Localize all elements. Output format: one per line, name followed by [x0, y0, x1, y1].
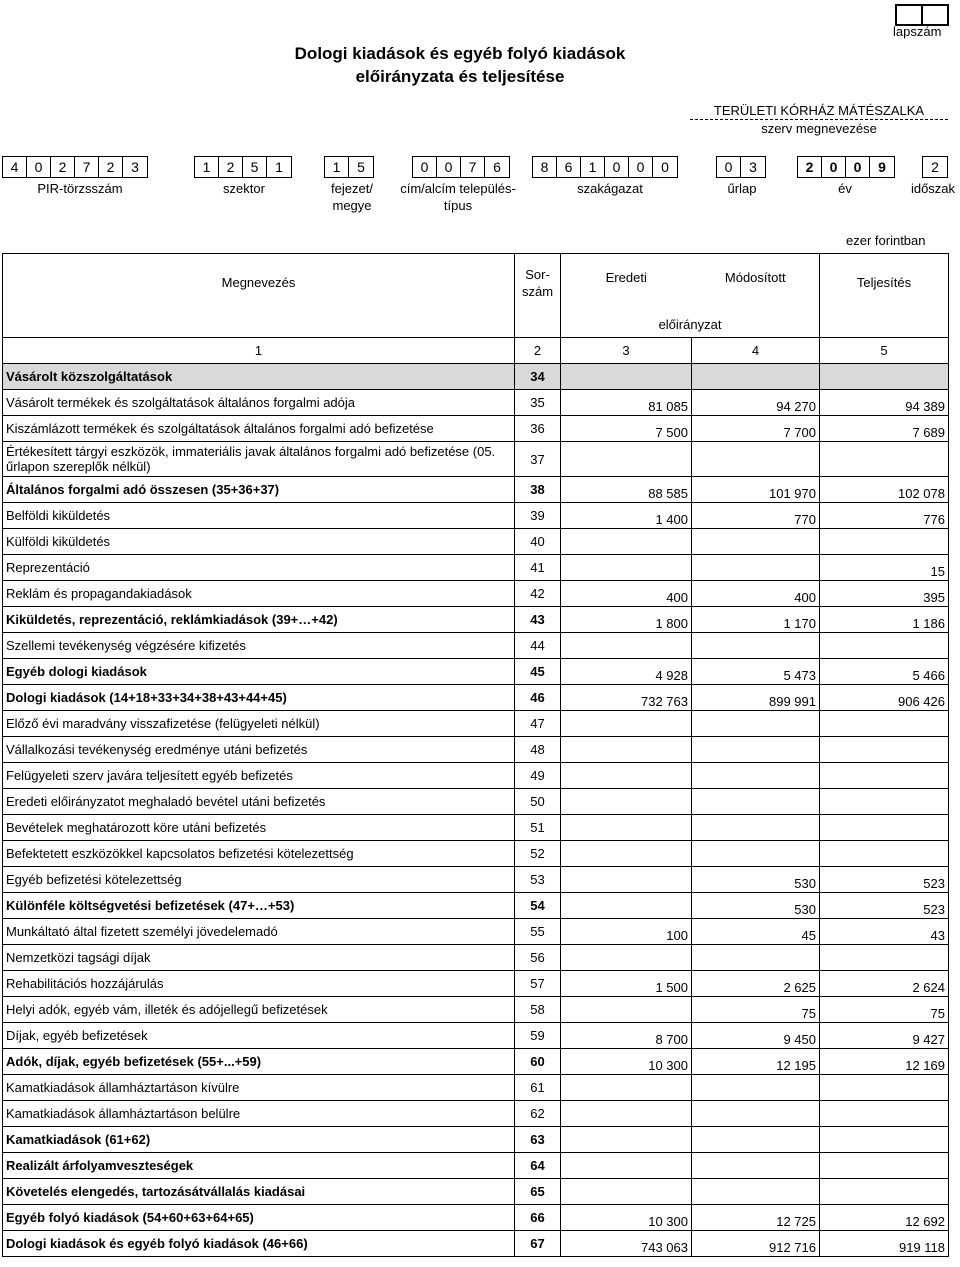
row-number: 41 — [515, 555, 561, 581]
code-label-cim: cím/alcím település-típus — [400, 181, 516, 213]
header-col-1: 1 — [3, 338, 515, 364]
data-table — [2, 253, 949, 1257]
value-eredeti: 8 700 — [561, 1023, 692, 1049]
value-teljesites: 7 689 — [820, 416, 949, 442]
unit-label: ezer forintban — [846, 233, 926, 248]
value-modositott: 5 473 — [692, 659, 820, 685]
value-modositott — [692, 1153, 820, 1179]
code-digit: 0 — [629, 157, 653, 177]
value-modositott — [692, 737, 820, 763]
value-teljesites — [820, 945, 949, 971]
code-label-fejezet: fejezet/ megye — [331, 181, 373, 213]
row-name: Reklám és propagandakiadások — [3, 581, 515, 607]
code-group-cim — [412, 156, 510, 178]
value-teljesites — [820, 442, 949, 477]
value-eredeti: 400 — [561, 581, 692, 607]
row-number: 66 — [515, 1205, 561, 1231]
code-digit: 4 — [3, 157, 27, 177]
value-teljesites: 75 — [820, 997, 949, 1023]
table-row — [3, 477, 949, 503]
code-digit: 6 — [493, 159, 501, 175]
page-title — [200, 42, 720, 88]
code-digit: 9 — [878, 159, 886, 175]
value-modositott — [692, 633, 820, 659]
code-digit: 7 — [75, 157, 99, 177]
row-name: Kamatkiadások (61+62) — [3, 1127, 515, 1153]
code-group-szektor — [194, 156, 292, 178]
value-teljesites — [820, 1153, 949, 1179]
row-name: Nemzetközi tagsági díjak — [3, 945, 515, 971]
value-modositott: 75 — [692, 997, 820, 1023]
table-row — [3, 867, 949, 893]
row-name: Előző évi maradvány visszafizetése (felügyeleti nélkül) — [3, 711, 515, 737]
value-eredeti — [561, 442, 692, 477]
row-name: Kamatkiadások államháztartáson kívülre — [3, 1075, 515, 1101]
code-label-idoszak: időszak — [910, 181, 956, 196]
code-group-szakagazat — [532, 156, 678, 178]
row-number: 63 — [515, 1127, 561, 1153]
code-digit: 2 — [51, 157, 75, 177]
value-modositott: 912 716 — [692, 1231, 820, 1257]
code-digit: 1 — [325, 157, 349, 177]
value-modositott: 530 — [692, 867, 820, 893]
header-eredeti: Eredeti — [561, 254, 692, 312]
row-name: Vásárolt közszolgáltatások — [3, 364, 515, 390]
value-eredeti — [561, 633, 692, 659]
value-teljesites — [820, 737, 949, 763]
code-digit: 0 — [822, 157, 846, 177]
row-number: 38 — [515, 477, 561, 503]
value-modositott: 94 270 — [692, 390, 820, 416]
value-modositott: 45 — [692, 919, 820, 945]
code-label-urlap: űrlap — [727, 181, 757, 196]
code-group-idoszak — [922, 156, 948, 178]
row-number: 52 — [515, 841, 561, 867]
table-row — [3, 997, 949, 1023]
value-eredeti: 732 763 — [561, 685, 692, 711]
row-name: Egyéb dologi kiadások — [3, 659, 515, 685]
header-col-4: 4 — [692, 338, 820, 364]
table-row — [3, 685, 949, 711]
value-eredeti: 1 800 — [561, 607, 692, 633]
row-name: Különféle költségvetési befizetések (47+…+53) — [3, 893, 515, 919]
value-eredeti — [561, 763, 692, 789]
value-eredeti — [561, 1127, 692, 1153]
table-row — [3, 763, 949, 789]
row-name: Dologi kiadások és egyéb folyó kiadások (46+66) — [3, 1231, 515, 1257]
value-eredeti — [561, 841, 692, 867]
code-group-urlap — [716, 156, 766, 178]
value-eredeti — [561, 364, 692, 390]
code-digit: 0 — [661, 159, 669, 175]
row-number: 60 — [515, 1049, 561, 1075]
value-modositott: 400 — [692, 581, 820, 607]
value-teljesites — [820, 633, 949, 659]
value-teljesites: 9 427 — [820, 1023, 949, 1049]
value-eredeti: 100 — [561, 919, 692, 945]
value-teljesites — [820, 529, 949, 555]
value-teljesites: 12 692 — [820, 1205, 949, 1231]
header-col-3: 3 — [561, 338, 692, 364]
value-eredeti: 7 500 — [561, 416, 692, 442]
value-teljesites — [820, 763, 949, 789]
header-col-5: 5 — [820, 338, 949, 364]
table-row — [3, 1205, 949, 1231]
value-eredeti — [561, 555, 692, 581]
value-modositott — [692, 1101, 820, 1127]
header-modositott: Módosított — [692, 254, 820, 312]
row-name: Eredeti előirányzatot meghaladó bevétel utáni befizetés — [3, 789, 515, 815]
code-label-szektor: szektor — [223, 181, 265, 196]
value-teljesites: 395 — [820, 581, 949, 607]
row-number: 61 — [515, 1075, 561, 1101]
value-modositott — [692, 789, 820, 815]
value-eredeti — [561, 1179, 692, 1205]
value-modositott — [692, 763, 820, 789]
value-teljesites — [820, 364, 949, 390]
row-name: Helyi adók, egyéb vám, illeték és adójellegű befizetések — [3, 997, 515, 1023]
table-row — [3, 659, 949, 685]
code-group-ev — [797, 156, 895, 178]
row-number: 64 — [515, 1153, 561, 1179]
row-number: 37 — [515, 442, 561, 477]
value-modositott — [692, 1075, 820, 1101]
value-teljesites — [820, 789, 949, 815]
code-digit: 3 — [131, 159, 139, 175]
code-digit: 1 — [581, 157, 605, 177]
value-teljesites — [820, 841, 949, 867]
row-name: Vállalkozási tevékenység eredménye utáni befizetés — [3, 737, 515, 763]
row-number: 44 — [515, 633, 561, 659]
code-digit: 1 — [275, 159, 283, 175]
value-eredeti: 88 585 — [561, 477, 692, 503]
row-name: Kamatkiadások államháztartáson belülre — [3, 1101, 515, 1127]
row-number: 51 — [515, 815, 561, 841]
row-name: Rehabilitációs hozzájárulás — [3, 971, 515, 997]
organization-name: TERÜLETI KÓRHÁZ MÁTÉSZALKA — [690, 103, 948, 120]
code-digit: 3 — [749, 159, 757, 175]
table-row — [3, 1153, 949, 1179]
table-row — [3, 737, 949, 763]
row-number: 57 — [515, 971, 561, 997]
code-digit: 2 — [931, 159, 939, 175]
code-digit: 7 — [461, 157, 485, 177]
row-name: Értékesített tárgyi eszközök, immateriális javak általános forgalmi adó befizetése (05. űrlapon szereplők nélkül) — [3, 442, 515, 477]
value-eredeti: 743 063 — [561, 1231, 692, 1257]
row-name: Belföldi kiküldetés — [3, 503, 515, 529]
value-teljesites — [820, 1127, 949, 1153]
code-digit: 0 — [437, 157, 461, 177]
value-teljesites: 43 — [820, 919, 949, 945]
value-eredeti — [561, 711, 692, 737]
row-number: 45 — [515, 659, 561, 685]
value-modositott — [692, 364, 820, 390]
value-eredeti: 4 928 — [561, 659, 692, 685]
row-number: 56 — [515, 945, 561, 971]
value-modositott: 7 700 — [692, 416, 820, 442]
value-eredeti — [561, 529, 692, 555]
value-teljesites: 919 118 — [820, 1231, 949, 1257]
row-name: Befektetett eszközökkel kapcsolatos befizetési kötelezettség — [3, 841, 515, 867]
value-teljesites — [820, 815, 949, 841]
value-eredeti — [561, 867, 692, 893]
value-teljesites — [820, 1179, 949, 1205]
row-number: 62 — [515, 1101, 561, 1127]
value-modositott: 899 991 — [692, 685, 820, 711]
value-teljesites: 12 169 — [820, 1049, 949, 1075]
value-teljesites — [820, 1075, 949, 1101]
value-modositott: 101 970 — [692, 477, 820, 503]
table-row — [3, 1179, 949, 1205]
code-digit: 2 — [219, 157, 243, 177]
value-eredeti — [561, 893, 692, 919]
value-eredeti — [561, 945, 692, 971]
title-line-2: előirányzata és teljesítése — [355, 67, 565, 86]
value-eredeti: 81 085 — [561, 390, 692, 416]
row-name: Munkáltató által fizetett személyi jövedelemadó — [3, 919, 515, 945]
row-number: 48 — [515, 737, 561, 763]
value-modositott: 1 170 — [692, 607, 820, 633]
value-teljesites — [820, 1101, 949, 1127]
row-number: 49 — [515, 763, 561, 789]
row-number: 50 — [515, 789, 561, 815]
value-modositott — [692, 1127, 820, 1153]
page-number-box — [895, 4, 949, 26]
code-label-pir: PIR-törzsszám — [37, 181, 123, 196]
code-digit: 2 — [798, 157, 822, 177]
row-number: 35 — [515, 390, 561, 416]
value-eredeti — [561, 1075, 692, 1101]
value-modositott: 9 450 — [692, 1023, 820, 1049]
value-modositott — [692, 945, 820, 971]
code-digit: 6 — [557, 157, 581, 177]
table-row — [3, 1231, 949, 1257]
code-digit: 0 — [717, 157, 741, 177]
header-teljesites: Teljesítés — [820, 254, 949, 312]
value-modositott — [692, 815, 820, 841]
row-number: 46 — [515, 685, 561, 711]
code-group-fejezet — [324, 156, 374, 178]
row-number: 47 — [515, 711, 561, 737]
code-strip — [0, 156, 960, 178]
row-number: 53 — [515, 867, 561, 893]
value-teljesites: 523 — [820, 867, 949, 893]
row-name: Általános forgalmi adó összesen (35+36+37) — [3, 477, 515, 503]
table-row — [3, 919, 949, 945]
table-row — [3, 555, 949, 581]
table-row — [3, 529, 949, 555]
row-name: Egyéb befizetési kötelezettség — [3, 867, 515, 893]
row-name: Dologi kiadások (14+18+33+34+38+43+44+45) — [3, 685, 515, 711]
row-number: 42 — [515, 581, 561, 607]
value-modositott — [692, 1179, 820, 1205]
row-name: Külföldi kiküldetés — [3, 529, 515, 555]
value-teljesites: 102 078 — [820, 477, 949, 503]
code-digit: 2 — [99, 157, 123, 177]
value-modositott — [692, 841, 820, 867]
value-eredeti — [561, 997, 692, 1023]
code-digit: 8 — [533, 157, 557, 177]
code-digit: 0 — [846, 157, 870, 177]
table-row — [3, 581, 949, 607]
header-megnevezes: Megnevezés — [3, 254, 515, 312]
value-teljesites: 15 — [820, 555, 949, 581]
code-label-ev: év — [838, 181, 852, 196]
code-digit: 1 — [195, 157, 219, 177]
code-label-szakagazat: szakágazat — [577, 181, 643, 196]
code-digit: 0 — [413, 157, 437, 177]
row-number: 67 — [515, 1231, 561, 1257]
header-eloiranyzat: előirányzat — [561, 312, 820, 338]
value-eredeti — [561, 1101, 692, 1127]
table-row — [3, 442, 949, 477]
row-name: Követelés elengedés, tartozásátvállalás kiadásai — [3, 1179, 515, 1205]
row-name: Realizált árfolyamveszteségek — [3, 1153, 515, 1179]
row-number: 36 — [515, 416, 561, 442]
row-name: Bevételek meghatározott köre utáni befizetés — [3, 815, 515, 841]
row-number: 43 — [515, 607, 561, 633]
value-teljesites: 5 466 — [820, 659, 949, 685]
row-name: Egyéb folyó kiadások (54+60+63+64+65) — [3, 1205, 515, 1231]
table-row — [3, 364, 949, 390]
page-number-label: lapszám — [893, 24, 942, 39]
title-line-1: Dologi kiadások és egyéb folyó kiadások — [294, 44, 626, 63]
code-digit: 0 — [605, 157, 629, 177]
code-digit: 5 — [357, 159, 365, 175]
table-row — [3, 945, 949, 971]
row-name: Szellemi tevékenység végzésére kifizetés — [3, 633, 515, 659]
organization-label: szerv megnevezése — [761, 121, 877, 136]
table-row — [3, 971, 949, 997]
value-modositott — [692, 555, 820, 581]
code-digit: 5 — [243, 157, 267, 177]
value-modositott: 530 — [692, 893, 820, 919]
table-row — [3, 1101, 949, 1127]
value-modositott: 12 195 — [692, 1049, 820, 1075]
value-eredeti: 10 300 — [561, 1205, 692, 1231]
value-eredeti: 1 500 — [561, 971, 692, 997]
header-sorszam: Sor- szám — [515, 254, 561, 312]
row-number: 34 — [515, 364, 561, 390]
row-number: 65 — [515, 1179, 561, 1205]
value-modositott — [692, 711, 820, 737]
value-eredeti — [561, 737, 692, 763]
row-number: 58 — [515, 997, 561, 1023]
row-number: 59 — [515, 1023, 561, 1049]
table-row — [3, 711, 949, 737]
table-row — [3, 1127, 949, 1153]
value-eredeti: 1 400 — [561, 503, 692, 529]
table-row — [3, 815, 949, 841]
row-name: Felügyeleti szerv javára teljesített egyéb befizetés — [3, 763, 515, 789]
table-row — [3, 503, 949, 529]
value-teljesites: 906 426 — [820, 685, 949, 711]
row-number: 55 — [515, 919, 561, 945]
value-modositott: 12 725 — [692, 1205, 820, 1231]
table-row — [3, 390, 949, 416]
value-modositott: 2 625 — [692, 971, 820, 997]
value-modositott — [692, 529, 820, 555]
header-col-2: 2 — [515, 338, 561, 364]
value-modositott: 770 — [692, 503, 820, 529]
table-row — [3, 789, 949, 815]
value-teljesites: 776 — [820, 503, 949, 529]
value-eredeti — [561, 1153, 692, 1179]
code-group-pir — [2, 156, 148, 178]
value-teljesites: 94 389 — [820, 390, 949, 416]
table-row — [3, 416, 949, 442]
table-row — [3, 1075, 949, 1101]
row-number: 54 — [515, 893, 561, 919]
table-row — [3, 607, 949, 633]
value-teljesites — [820, 711, 949, 737]
value-eredeti: 10 300 — [561, 1049, 692, 1075]
row-name: Reprezentáció — [3, 555, 515, 581]
table-row — [3, 841, 949, 867]
row-name: Kiküldetés, reprezentáció, reklámkiadások (39+…+42) — [3, 607, 515, 633]
table-row — [3, 633, 949, 659]
table-row — [3, 1023, 949, 1049]
value-modositott — [692, 442, 820, 477]
row-name: Díjak, egyéb befizetések — [3, 1023, 515, 1049]
row-name: Kiszámlázott termékek és szolgáltatások általános forgalmi adó befizetése — [3, 416, 515, 442]
row-name: Adók, díjak, egyéb befizetések (55+...+59) — [3, 1049, 515, 1075]
row-number: 40 — [515, 529, 561, 555]
value-eredeti — [561, 815, 692, 841]
table-row — [3, 1049, 949, 1075]
value-teljesites: 2 624 — [820, 971, 949, 997]
code-digit: 0 — [27, 157, 51, 177]
table-row — [3, 893, 949, 919]
row-name: Vásárolt termékek és szolgáltatások általános forgalmi adója — [3, 390, 515, 416]
value-teljesites: 523 — [820, 893, 949, 919]
row-number: 39 — [515, 503, 561, 529]
value-teljesites: 1 186 — [820, 607, 949, 633]
value-eredeti — [561, 789, 692, 815]
